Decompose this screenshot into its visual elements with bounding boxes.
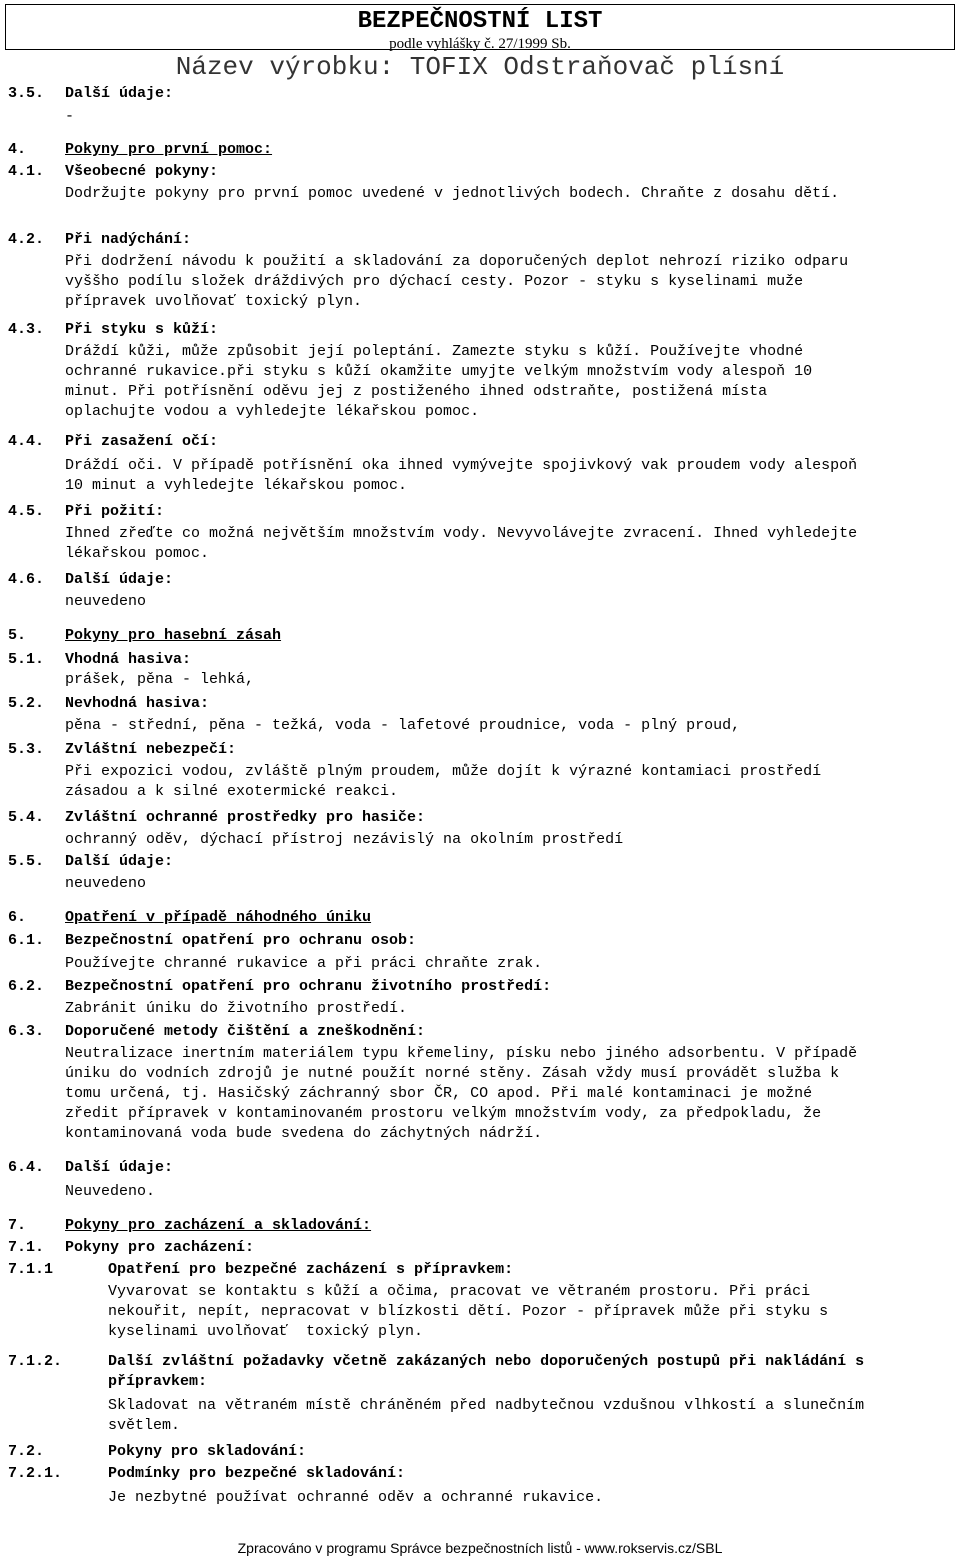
body-text-line: Je nezbytné používat ochranné oděv a ochranné rukavice.	[108, 1489, 604, 1506]
section-number: 4.5.	[8, 503, 45, 520]
section-number: 4.6.	[8, 571, 45, 588]
body-text-line: -	[65, 108, 75, 125]
body-text-line: prášek, pěna - lehká,	[65, 671, 255, 688]
section-number: 5.2.	[8, 695, 45, 712]
section-number: 5.5.	[8, 853, 45, 870]
subsection-heading: Nevhodná hasiva:	[65, 695, 210, 712]
subsection-heading: Další údaje:	[65, 571, 174, 588]
subsection-heading: Všeobecné pokyny:	[65, 163, 219, 180]
body-text-line: Zabránit úniku do životního prostředí.	[65, 1000, 408, 1017]
subsection-heading: Vhodná hasiva:	[65, 651, 192, 668]
body-text-line: Při expozici vodou, zvláště plným proudem, může dojít k výrazné kontamiaci prostředí	[65, 763, 822, 780]
subsection-heading: Další údaje:	[65, 1159, 174, 1176]
body-text-line: kyselinami uvolňovať toxický plyn.	[108, 1323, 424, 1340]
body-text-line: kontaminovaná voda bude svedena do záchytných nádrží.	[65, 1125, 543, 1142]
section-number: 4.2.	[8, 231, 45, 248]
section-number: 6.2.	[8, 978, 45, 995]
body-text-line: Vyvarovat se kontaktu s kůží a očima, pracovat ve větraném prostoru. Při práci	[108, 1283, 811, 1300]
subsection-heading: Bezpečnostní opatření pro ochranu osob:	[65, 932, 417, 949]
body-text-line: 10 minut a vyhledejte lékařskou pomoc.	[65, 477, 408, 494]
section-number: 4.4.	[8, 433, 45, 450]
body-text-line: zředit přípravek v kontaminovaném prostoru velkým množstvím vody, za předpokladu, že	[65, 1105, 822, 1122]
section-heading: Pokyny pro zacházení a skladování:	[65, 1217, 372, 1234]
subsection-heading: Doporučené metody čištění a zneškodnění:	[65, 1023, 426, 1040]
subsection-heading: Zvláštní nebezpečí:	[65, 741, 237, 758]
document-title: BEZPEČNOSTNÍ LIST	[357, 8, 603, 35]
body-text-line: Neuvedeno.	[65, 1183, 156, 1200]
body-text-line: zásadou a k silné exotermické reakci.	[65, 783, 399, 800]
body-text-line: neuvedeno	[65, 875, 147, 892]
body-text-line: Při dodržení návodu k použití a skladování za doporučených deplot nehrozí riziko odparu	[65, 253, 849, 270]
body-text-line: lékařskou pomoc.	[65, 545, 210, 562]
subsection-heading: přípravkem:	[108, 1373, 208, 1390]
body-text-line: Dráždí kůži, může způsobit její poleptání. Zamezte styku s kůží. Používejte vhodné	[65, 343, 804, 360]
body-text-line: Dráždí oči. V případě potřísnění oka ihned vymývejte spojivkový vak proudem vody alespoň	[65, 457, 858, 474]
body-text-line: oplachujte vodou a vyhledejte lékařskou pomoc.	[65, 403, 480, 420]
body-text-line: Používejte chranné rukavice a při práci chraňte zrak.	[65, 955, 543, 972]
subsection-heading: Při požití:	[65, 503, 165, 520]
section-number: 5.	[8, 627, 27, 644]
section-number: 4.	[8, 141, 27, 158]
section-number: 7.1.1	[8, 1261, 54, 1278]
document-subtitle: podle vyhlášky č. 27/1999 Sb.	[389, 36, 571, 52]
body-text-line: Skladovat na větraném místě chráněném před nadbytečnou vzdušnou vlhkostí a slunečním	[108, 1397, 865, 1414]
subsection-heading: Další údaje:	[65, 853, 174, 870]
section-number: 4.1.	[8, 163, 45, 180]
subsection-heading: Další zvláštní požadavky včetně zakázaných nebo doporučených postupů při nakládání s	[108, 1353, 865, 1370]
body-text-line: pěna - střední, pěna - težká, voda - lafetové proudnice, voda - plný proud,	[65, 717, 741, 734]
body-text-line: světlem.	[108, 1417, 181, 1434]
section-number: 7.2.1.	[8, 1465, 63, 1482]
section-number: 6.1.	[8, 932, 45, 949]
subsection-heading: Pokyny pro skladování:	[108, 1443, 307, 1460]
section-heading: Pokyny pro hasební zásah	[65, 627, 282, 644]
section-number: 7.	[8, 1217, 27, 1234]
subsection-heading: Při nadýchání:	[65, 231, 192, 248]
subsection-heading: Opatření pro bezpečné zacházení s přípravkem:	[108, 1261, 514, 1278]
subsection-heading: Při styku s kůží:	[65, 321, 219, 338]
section-number: 6.4.	[8, 1159, 45, 1176]
section-heading: Pokyny pro první pomoc:	[65, 141, 273, 158]
section-number: 3.5.	[8, 85, 45, 102]
section-number: 7.2.	[8, 1443, 45, 1460]
subsection-heading: Při zasažení očí:	[65, 433, 219, 450]
section-heading: Opatření v případě náhodného úniku	[65, 909, 372, 926]
body-text-line: Neutralizace inertním materiálem typu křemeliny, písku nebo jiného adsorbentu. V případě	[65, 1045, 858, 1062]
subsection-heading: Bezpečnostní opatření pro ochranu životního prostředí:	[65, 978, 552, 995]
body-text-line: nekouřit, nepít, nepracovat v blízkosti dětí. Pozor - přípravek může při styku s	[108, 1303, 829, 1320]
section-number: 7.1.2.	[8, 1353, 63, 1370]
product-name: Název výrobku: TOFIX Odstraňovač plísní	[175, 52, 785, 82]
body-text-line: Ihned zřeďte co možná největším množstvím vody. Nevyvolávejte zvracení. Ihned vyhledejte	[65, 525, 858, 542]
body-text-line: přípravek uvolňovať toxický plyn.	[65, 293, 363, 310]
body-text-line: vyššho podílu složek dráždivých pro dýchací cesty. Pozor - styku s kyselinami muže	[65, 273, 804, 290]
footer-note: Zpracováno v programu Správce bezpečnostních listů - www.rokservis.cz/SBL	[237, 1540, 723, 1556]
body-text-line: ochranné rukavice.při styku s kůží okamžite umyjte velkým množstvím vody alespoň 10	[65, 363, 813, 380]
body-text-line: Dodržujte pokyny pro první pomoc uvedené v jednotlivých bodech. Chraňte z dosahu dětí.	[65, 185, 840, 202]
section-number: 4.3.	[8, 321, 45, 338]
subsection-heading: Podmínky pro bezpečné skladování:	[108, 1465, 406, 1482]
subsection-heading: Další údaje:	[65, 85, 174, 102]
section-number: 5.1.	[8, 651, 45, 668]
document-header-box	[5, 4, 955, 50]
section-number: 5.3.	[8, 741, 45, 758]
body-text-line: minut. Při potřísnění oděvu jej z postiženého ihned odstraňte, postižená místa	[65, 383, 768, 400]
subsection-heading: Pokyny pro zacházení:	[65, 1239, 255, 1256]
section-number: 6.3.	[8, 1023, 45, 1040]
body-text-line: neuvedeno	[65, 593, 147, 610]
section-number: 5.4.	[8, 809, 45, 826]
body-text-line: tomu určená, tj. Hasičský záchranný sbor ČR, CO apod. Při malé kontaminaci je možné	[65, 1085, 813, 1102]
body-text-line: úniku do vodních zdrojů je nutné použít norné stěny. Zásah vždy musí provádět služba k	[65, 1065, 840, 1082]
subsection-heading: Zvláštní ochranné prostředky pro hasiče:	[65, 809, 426, 826]
section-number: 6.	[8, 909, 27, 926]
body-text-line: ochranný oděv, dýchací přístroj nezávislý na okolním prostředí	[65, 831, 624, 848]
section-number: 7.1.	[8, 1239, 45, 1256]
